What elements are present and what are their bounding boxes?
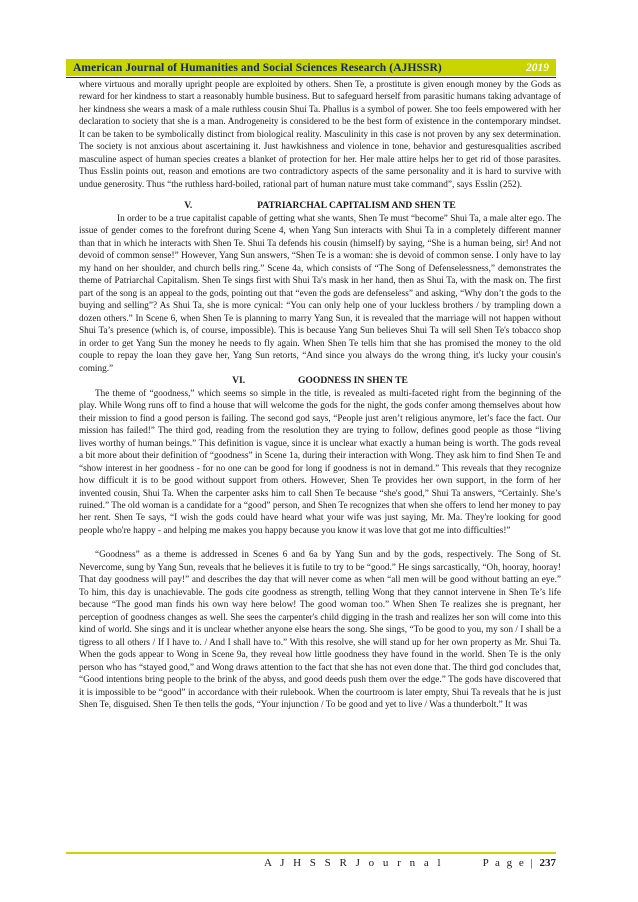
journal-title: American Journal of Humanities and Social Sciences Research (AJHSSR)	[73, 61, 442, 74]
section-heading-goodness	[79, 375, 561, 387]
section-number: VI.	[232, 375, 246, 387]
paragraph-androgeneity: where virtuous and morally upright people are exploited by others. Shen Te, a prostitute is given enough money by the Gods as reward for her kindness to start a reasonably humble business. But to safeguard herself from parasitic humans taking advantage of her kindness she wears a mask of a male ruthless cousin Shui Ta. Phallus is a symbol of power. She too feels empowered with her declaration to society that she is a man. Androgeneity is considered to be the best form of existence in the contemporary mindset. It can be taken to be symbolically distinct from biological reality. Masculinity in this case is not proven by any sex determination. The society is not anxious about ascertaining it. Just hawkishness and violence in tone, behavior and gesturesqualities ascribed masculine aspect of human species creates a blanket of protection for her. Her male attire helps her to get rid of those parasites. Thus Esslin points out, reason and emotions are two contradictory aspects of the same personality and it is hard to survive with undue generosity. Thus “the ruthless hard-boiled, rational part of human nature must take command”, says Esslin (252).	[79, 80, 561, 190]
paragraph-goodness-theme: The theme of “goodness,” which seems so simple in the title, is revealed as multi-faceted right from the beginning of the play. While Wong runs off to find a house that will welcome the gods for the night, the gods confer among themselves about how their mission to find a good person is failing. The second god says, “People just aren’t religious anymore, let’s face the fact. Our mission has failed!” The third god, reading from the resolution they are trying to follow, defines good people as those “living lives worthy of human beings.” This definition is vague, since it is unclear what exactly a human being is worth. The gods reveal a bit more about their definition of “goodness” in Scene 1a, during their interaction with Wong. They ask him to find Shen Te and “show interest in her goodness - for no one can be good for long if goodness is not in demand.” This reveals that they recognize how difficult it is to be good without support from others. However, Shen Te provides her own support, in the form of her invented cousin, Shui Ta. When the carpenter asks him to call Shen Te because “she's good,” Shui Ta answers, “Certainly. She’s ruined.” The old woman is a candidate for a “good” person, and Shen Te recognizes that when she offers to lend her money to pay her rent. Shen Te says, “I wish the gods could have heard what your wife was just saying, Mr. Ma. They're looking for good people who're happy - and helping me makes you happy because you know it was love that got me into difficulties!”	[79, 388, 561, 536]
header-divider	[66, 77, 556, 78]
page-footer	[66, 857, 556, 871]
section-spacer	[79, 191, 561, 200]
page-number: 237	[539, 857, 556, 869]
section-number: V.	[184, 200, 193, 212]
journal-header-bar	[66, 59, 556, 76]
paragraph-spacer	[79, 537, 561, 549]
page-label: P a g e |	[482, 857, 535, 869]
paragraph-goodness-scenes: “Goodness” as a theme is addressed in Scenes 6 and 6a by Yang Sun and by the gods, respectively. The Song of St. Nevercome, sung by Yang Sun, reveals that he believes it is futile to try to be “good.” He sings sarcastically, “Oh, hooray, hooray! That day goodness will pay!” and describes the day that will never come as when “all men will be good without batting an eye.” To him, this day is unachievable. The gods cite goodness as strength, telling Wong that they cannot intervene in Shen Te’s life because “The good man finds his own way here below! The good woman too.” When Shen Te realizes she is pregnant, her perception of goodness changes as well. She sees the carpenter's child digging in the trash and realizes her son will come into this kind of world. She sings and it is unclear whether anyone else hears the song. She sings, “To be good to you, my son / I shall be a tigress to all others / If I have to. / And I shall have to.” With this resolve, she will stand up for her own property as Mr. Shui Ta. When the gods appear to Wong in Scene 9a, they reveal how little goodness they have found in the world. Shen Te is the only person who has “stayed good,” and Wong draws attention to the fact that she has not even done that. The third god concludes that, “Good intentions bring people to the brink of the abyss, and good deeds push them over the edge.” The gods have discovered that it is impossible to be “good” in accordance with their rulebook. When the courtroom is later empty, Shui Ta reveals that he is just Shen Te, disguised. Shen Te then tells the gods, “Your injunction / To be good and yet to live / Was a thunderbolt.” It was	[79, 550, 561, 711]
paragraph-patriarchal-capitalism: In order to be a true capitalist capable of getting what she wants, Shen Te must “become” Shui Ta, a male alter ego. The issue of gender comes to the forefront during Scene 4, when Yang Sun interacts with Shui Ta in a completely different manner than that in which he interacts with Shen Te. Shui Ta defends his cousin (himself) by saying, “She is a human being, sir! And not devoid of common sense!” However, Yang Sun answers, “Shen Te is a woman: she is devoid of common sense. I only have to lay my hand on her shoulder, and church bells ring.” Scene 4a, which consists of “The Song of Defenselessness,” demonstrates the theme of Patriarchal Capitalism. Shen Te sings first with Shui Ta's mask in her hand, then as Shui Ta, with the mask on. The first part of the song is an appeal to the gods, pointing out that “even the gods are defenseless” and asking, “Why don’t the gods to the buying and selling”? As Shui Ta, she is more cynical: “You can only help one of your luckless brothers / by trampling down a dozen others.” In Scene 6, when Shen Te is planning to marry Yang Sun, it is revealed that the marriage will not happen without Shui Ta’s presence (which is, of course, impossible). This is because Yang Sun believes Shui Ta will sell Shen Te's tobacco shop in order to get Yang Sun the money he needs to fly again. When Shen Te tells him that she has promised the money to the old couple to repay the loan they gave her, Yang Sun retorts, “And since you always do the wrong thing, it's lucky your cousin's coming.”	[79, 213, 561, 374]
publication-year: 2019	[526, 61, 549, 74]
footer-page-info	[483, 857, 556, 869]
section-title: PATRIARCHAL CAPITALISM AND SHEN TE	[257, 200, 456, 212]
section-title: GOODNESS IN SHEN TE	[297, 375, 408, 387]
footer-journal-name: A J H S S R J o u r n a l	[264, 857, 444, 869]
article-body	[79, 79, 561, 849]
section-heading-patriarchal-capitalism	[79, 200, 561, 212]
footer-divider	[66, 852, 556, 854]
